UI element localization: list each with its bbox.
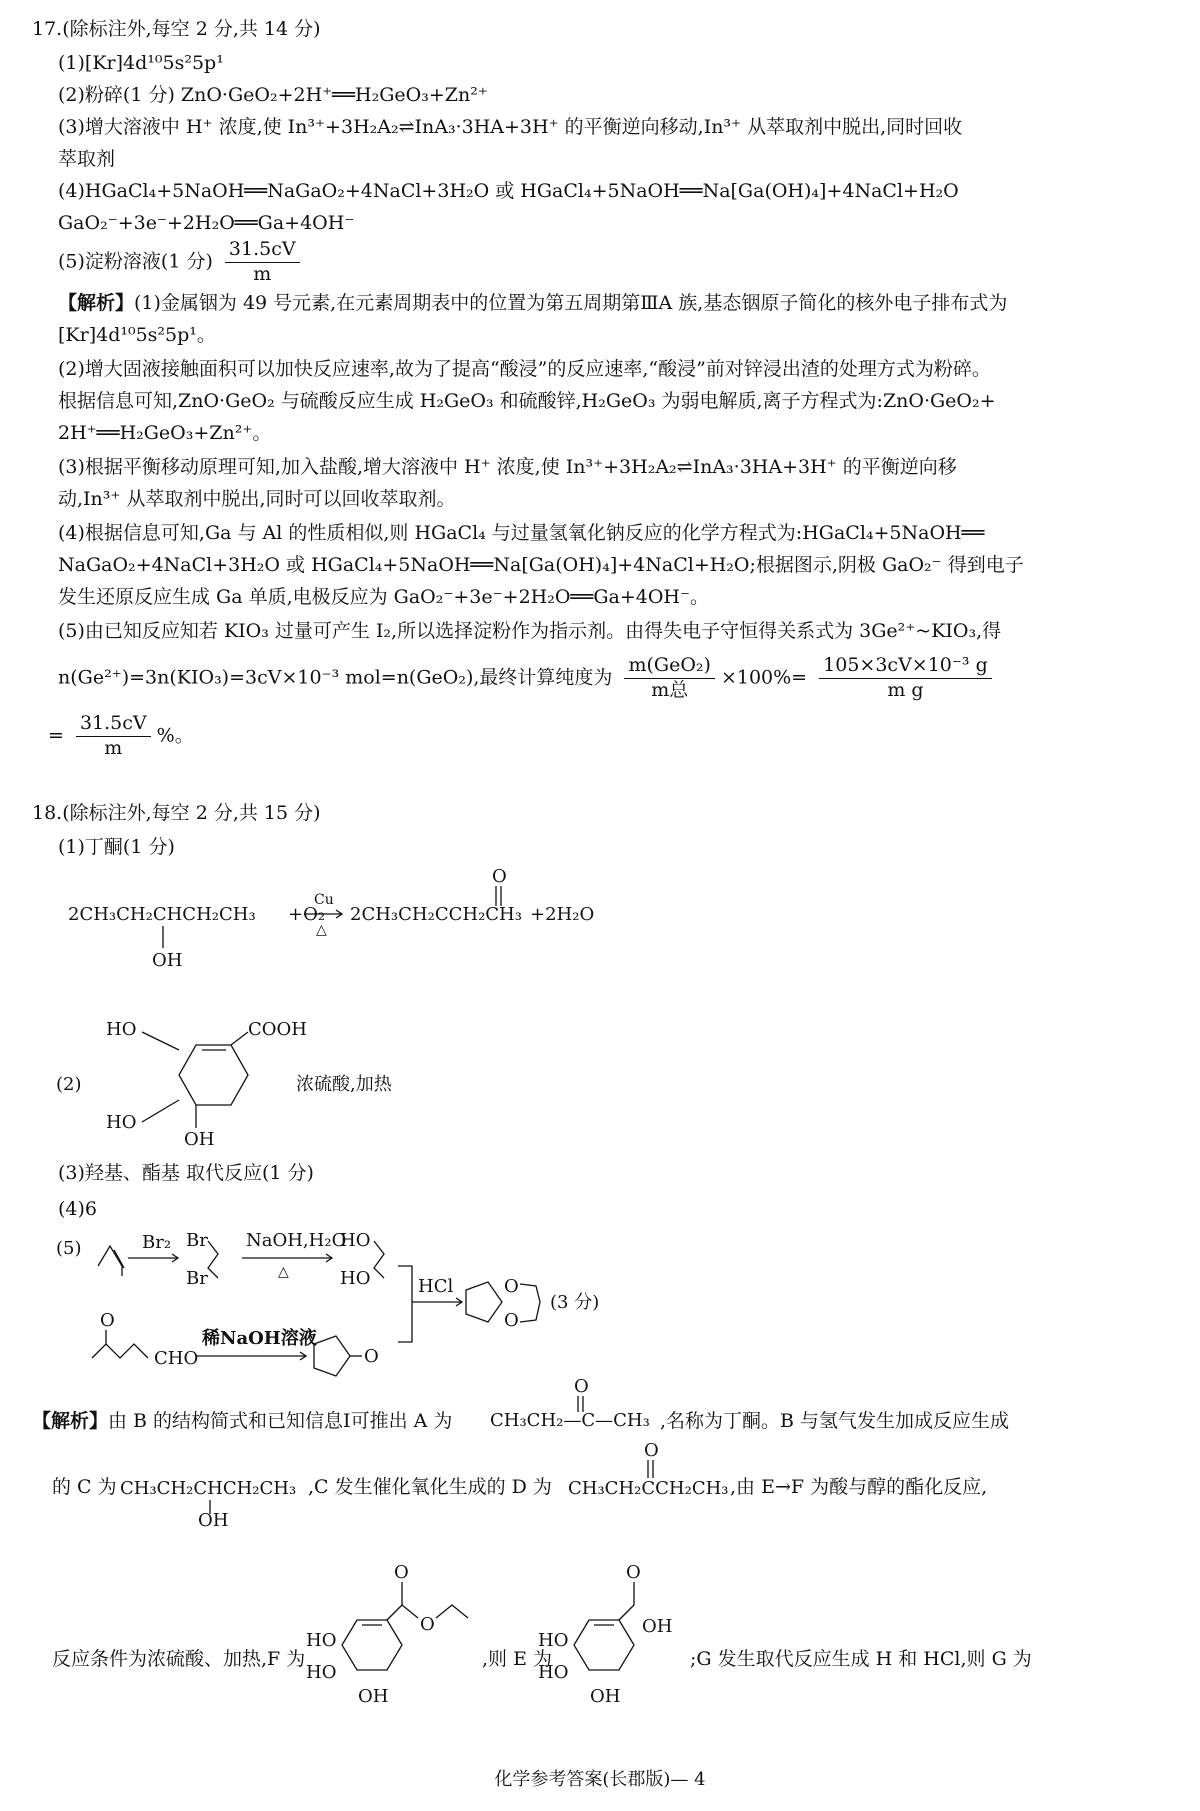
- q17-answer-5: [58, 238, 306, 287]
- q17-analysis-4-line3: 发生还原反应生成 Ga 单质,电极反应为 GaO₂⁻+3e⁻+2H₂O══Ga+4OH⁻。: [58, 586, 710, 608]
- analysis-text: 由 B 的结构简式和已知信息Ⅰ可推出 A 为: [108, 1410, 453, 1432]
- q17-answer-3-line2: 萃取剂: [58, 148, 116, 170]
- q17-analysis-5-line3: [48, 712, 194, 761]
- carbonyl-oxygen: O: [394, 1562, 409, 1583]
- q18-header: 18.(除标注外,每空 2 分,共 15 分): [32, 802, 321, 824]
- q17-analysis-2-line3: 2H⁺══H₂GeO₃+Zn²⁺。: [58, 422, 272, 444]
- fraction-numerator: 105×3cV×10⁻³ g: [819, 654, 992, 679]
- dilute-naoh-reagent: 稀NaOH溶液: [202, 1328, 317, 1349]
- aldehyde-group: CHO: [154, 1348, 199, 1369]
- bond: [387, 1605, 402, 1620]
- ester-oxygen: O: [420, 1614, 435, 1635]
- q17-analysis-2-line2: 根据信息可知,ZnO·GeO₂ 与硫酸反应生成 H₂GeO₃ 和硫酸锌,H₂GeO₃ 为弱电解质,离子方程式为:ZnO·GeO₂+: [58, 390, 996, 412]
- formula-text: CH₃CH₂CHCH₂CH₃: [120, 1478, 297, 1499]
- carbonyl-oxygen: O: [364, 1346, 379, 1367]
- water-product: +2H₂O: [530, 904, 595, 925]
- score-note: (3 分): [550, 1292, 600, 1313]
- hydroxyl-label: OH: [590, 1686, 621, 1707]
- q18-analysis-line3-mid: ,则 E 为: [482, 1648, 552, 1670]
- bond: [231, 1032, 248, 1045]
- answer-label: (5): [56, 1238, 82, 1259]
- q17-analysis-5-line1: (5)由已知反应知若 KIO₃ 过量可产生 I₂,所以选择淀粉作为指示剂。由得失电子守恒得关系式为 3Ge²⁺~KIO₃,得: [58, 620, 1002, 642]
- compound-c-formula: [120, 1458, 320, 1528]
- purity-fraction-1: [624, 654, 714, 703]
- compound-f-structure: [302, 1560, 482, 1710]
- compound-e-structure: [534, 1560, 694, 1710]
- q17-answer-2: (2)粉碎(1 分) ZnO·GeO₂+2H⁺══H₂GeO₃+Zn²⁺: [58, 84, 488, 106]
- q17-analysis-1-line2: [Kr]4d¹⁰5s²5p¹。: [58, 324, 216, 346]
- q17-answer-5-fraction: [225, 238, 300, 287]
- q17-answer-1: (1)[Kr]4d¹⁰5s²5p¹: [58, 52, 224, 74]
- ring: [342, 1620, 402, 1670]
- hydroxyl-label: HO: [538, 1662, 569, 1683]
- q17-analysis-3-line1: (3)根据平衡移动原理可知,加入盐酸,增大溶液中 H⁺ 浓度,使 In³⁺+3H₂A₂⇌InA₃·3HA+3H⁺ 的平衡逆向移: [58, 456, 957, 478]
- bond: [402, 1605, 418, 1618]
- q18-answer-1: (1)丁酮(1 分): [58, 836, 175, 858]
- fraction-numerator: 31.5cV: [76, 712, 151, 737]
- carbonyl-oxygen: O: [100, 1310, 115, 1331]
- butanol-formula: 2CH₃CH₂CHCH₂CH₃: [68, 904, 256, 925]
- formula-text: CH₃CH₂—C—CH₃: [490, 1410, 650, 1431]
- q17-answer-5-prefix: (5)淀粉溶液(1 分): [58, 250, 213, 273]
- page-footer: 化学参考答案(长郡版)— 4: [494, 1769, 706, 1790]
- q18-analysis-line3-end: ;G 发生取代反应生成 H 和 HCl,则 G 为: [690, 1648, 1032, 1670]
- hydroxyl-label: HO: [106, 1112, 137, 1133]
- fraction-denominator: m: [253, 262, 272, 285]
- q17-analysis-5-line2: [58, 654, 998, 703]
- dibromide-skeleton: [208, 1241, 218, 1278]
- q17-answer-4-line2: GaO₂⁻+3e⁻+2H₂O══Ga+4OH⁻: [58, 212, 355, 234]
- purity-fraction-2: [819, 654, 992, 703]
- carbonyl-oxygen: O: [574, 1378, 589, 1397]
- oxidation-equation: [60, 868, 760, 968]
- heat-symbol: △: [278, 1264, 289, 1280]
- bromine-label: Br: [186, 1230, 208, 1251]
- q18-analysis-line2-end: ,由 E→F 为酸与醇的酯化反应,: [730, 1476, 988, 1498]
- analysis-label: 【解析】: [32, 1410, 109, 1432]
- carboxyl-label: COOH: [248, 1019, 307, 1040]
- q18-answer-4: (4)6: [58, 1198, 98, 1220]
- combine-bracket: [398, 1266, 412, 1342]
- q18-analysis-line1-end: ,名称为丁酮。B 与氢气发生加成反应生成: [660, 1410, 1010, 1432]
- q18-answer-3: (3)羟基、酯基 取代反应(1 分): [58, 1162, 314, 1184]
- fraction-numerator: m(GeO₂): [624, 654, 714, 679]
- oxygen-reactant: +O₂: [288, 904, 326, 925]
- hydroxyl-label: HO: [340, 1268, 371, 1289]
- fraction-numerator: 31.5cV: [225, 238, 300, 263]
- carbonyl-oxygen: O: [626, 1562, 641, 1583]
- formula-text: CH₃CH₂CCH₂CH₃: [568, 1478, 729, 1499]
- bond: [619, 1605, 634, 1620]
- analysis-text: (1)金属铟为 49 号元素,在元素周期表中的位置为第五周期第ⅢA 族,基态铟原子简化的核外电子排布式为: [134, 292, 1008, 314]
- analysis-text: ×100%=: [720, 666, 808, 689]
- q18-synthesis-route: [56, 1226, 756, 1396]
- ketal-oxygen: O: [504, 1310, 519, 1331]
- reaction-condition: 浓硫酸,加热: [296, 1074, 392, 1095]
- hydroxyl-label: OH: [358, 1686, 389, 1707]
- q17-answer-3-line1: (3)增大溶液中 H⁺ 浓度,使 In³⁺+3H₂A₂⇌InA₃·3HA+3H⁺ 的平衡逆向移动,In³⁺ 从萃取剂中脱出,同时回收: [58, 116, 963, 138]
- butene-skeleton: [98, 1246, 122, 1276]
- q17-analysis-4-line1: (4)根据信息可知,Ga 与 Al 的性质相似,则 HGaCl₄ 与过量氢氧化钠反应的化学方程式为:HGaCl₄+5NaOH══: [58, 522, 985, 544]
- bond: [142, 1100, 179, 1122]
- butanone-formula: 2CH₃CH₂CCH₂CH₃: [350, 904, 522, 925]
- bromine-reagent: Br₂: [142, 1232, 172, 1253]
- heat-symbol: △: [316, 922, 327, 938]
- hydroxyl-label: HO: [306, 1662, 337, 1683]
- bromine-label: Br: [186, 1268, 208, 1289]
- q18-analysis-line1: [32, 1410, 452, 1434]
- q18-answer-2-structure: [56, 1010, 456, 1150]
- cyclopentadienone-ring: [314, 1336, 350, 1376]
- q17-answer-4-line1: (4)HGaCl₄+5NaOH══NaGaO₂+4NaCl+3H₂O 或 HGaCl₄+5NaOH══Na[Ga(OH)₄]+4NaCl+H₂O: [58, 180, 959, 202]
- analysis-label: 【解析】: [58, 292, 135, 314]
- purity-fraction-3: [76, 712, 151, 761]
- cyclopentadiene-ring: [466, 1282, 502, 1322]
- hydroxyl-label: OH: [184, 1129, 215, 1150]
- hydroxyl-label: HO: [106, 1019, 137, 1040]
- oh-group: OH: [152, 950, 183, 968]
- answer-label: (2): [56, 1074, 82, 1095]
- aldehyde-skeleton: [92, 1344, 148, 1358]
- double-bond: [114, 1250, 124, 1268]
- analysis-text: n(Ge²⁺)=3n(KIO₃)=3cV×10⁻³ mol=n(GeO₂),最终计算纯度为: [58, 666, 613, 689]
- q17-analysis-1-line1: [58, 292, 1007, 316]
- hydroxyl-label: HO: [340, 1230, 371, 1251]
- hcl-reagent: HCl: [418, 1276, 454, 1297]
- q17-analysis-3-line2: 动,In³⁺ 从萃取剂中脱出,同时可以回收萃取剂。: [58, 488, 456, 510]
- bond: [142, 1032, 179, 1050]
- hydrolysis-reagent: NaOH,H₂O: [246, 1230, 347, 1251]
- q17-header: 17.(除标注外,每空 2 分,共 14 分): [32, 18, 321, 40]
- carbonyl-oxygen: O: [492, 868, 507, 887]
- q18-analysis-line2-mid: ,C 发生催化氧化生成的 D 为: [308, 1476, 552, 1498]
- hydroxyl-label: HO: [306, 1630, 337, 1651]
- compound-a-formula: [480, 1378, 660, 1438]
- q18-analysis-line2: 的 C 为: [52, 1476, 117, 1498]
- analysis-text: %。: [156, 724, 194, 747]
- ketal-oxygen: O: [504, 1276, 519, 1297]
- fraction-denominator: m: [104, 736, 123, 759]
- q17-analysis-2-line1: (2)增大固液接触面积可以加快反应速率,故为了提高“酸浸”的反应速率,“酸浸”前对锌浸出渣的处理方式为粉碎。: [58, 358, 991, 380]
- ethyl-chain: [436, 1605, 468, 1618]
- dioxolane-ring: [520, 1284, 540, 1322]
- diol-skeleton: [374, 1241, 384, 1278]
- carbonyl-oxygen: O: [644, 1440, 659, 1461]
- fraction-denominator: m g: [887, 678, 924, 701]
- q18-analysis-line3: 反应条件为浓硫酸、加热,F 为: [52, 1648, 306, 1670]
- equals-sign: =: [48, 724, 64, 747]
- fraction-denominator: m总: [651, 678, 689, 701]
- hydroxyl-label: HO: [538, 1630, 569, 1651]
- oh-group: OH: [198, 1510, 229, 1528]
- catalyst-label: Cu: [314, 892, 334, 908]
- ring: [179, 1045, 248, 1105]
- q17-analysis-4-line2: NaGaO₂+4NaCl+3H₂O 或 HGaCl₄+5NaOH══Na[Ga(OH)₄]+4NaCl+H₂O;根据图示,阴极 GaO₂⁻ 得到电子: [58, 554, 1024, 576]
- hydroxyl-label: OH: [642, 1616, 673, 1637]
- ring: [574, 1620, 634, 1670]
